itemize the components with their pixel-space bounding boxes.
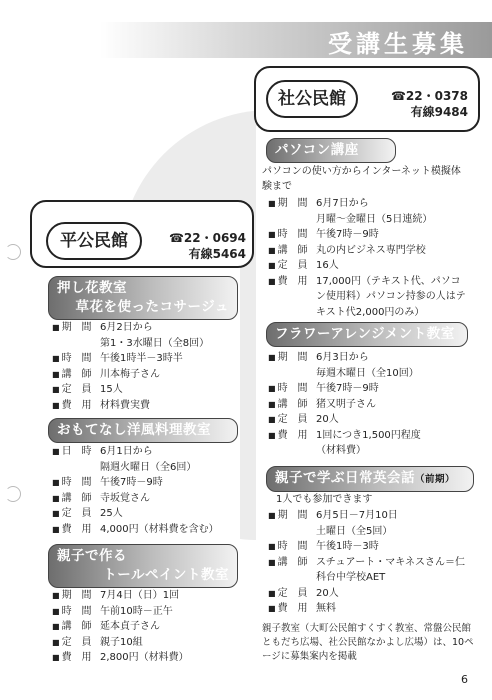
course-title-english: 親子で学ぶ日常英会話（前期） [266,466,474,492]
detail-row: ■ 講 師 寺坂覚さん [52,491,238,507]
detail-row: ■ 日 時 6月1日から 隔週火曜日（全6回） [52,444,238,475]
course-intro-pc: パソコンの使い方からインターネット模擬体験まで [262,166,461,192]
course-details-cooking [52,444,238,537]
course-title-flower: フラワーアレンジメント教室 [266,322,468,347]
detail-row: ■ 講 師 丸の内ビジネス専門学校 [268,243,468,259]
detail-row: ■ 費 用 1回につき1,500円程度 （材料費） [268,428,468,459]
title-banner [100,22,492,58]
detail-row: ■ 講 師 猪又明子さん [268,397,468,413]
detail-row: ■ 期 間 6月2日から 第1・3水曜日（全8回） [52,320,238,351]
detail-row: ■ 定 員 15人 [52,382,238,398]
detail-row: ■ 費 用 4,000円（材料費を含む） [52,522,238,538]
taira-name: 平公民館 [46,222,142,260]
detail-row: ■ 定 員 25人 [52,506,238,522]
detail-row: ■ 定 員 20人 [268,412,468,428]
binder-hole [5,486,21,502]
course-details-tolepaint [52,588,238,666]
detail-row: ■ 費 用 材料費実費 [52,398,238,414]
detail-row: ■ 時 間 午後7時－9時 [268,227,468,243]
detail-row: ■ 講 師 延本貞子さん [52,619,238,635]
detail-row: ■ 定 員 親子10組 [52,635,238,651]
detail-row: ■ 期 間 6月3日から 毎週木曜日（全10回） [268,350,468,381]
detail-row: ■ 費 用 2,800円（材料費） [52,650,238,666]
sha-tel: ☎22・0378 有線9484 [390,89,468,119]
detail-row: ■ 定 員 20人 [268,586,468,602]
course-details-oshibana [52,320,238,413]
detail-row: ■ 費 用 17,000円（テキスト代、パソコン使用料）パソコン持参の人はテキスト代2,000円のみ） [268,274,468,321]
sha-name: 社公民館 [266,80,358,118]
detail-row: ■ 時 間 午後1時半－3時半 [52,351,238,367]
detail-row: ■ 費 用 無料 [268,601,468,617]
detail-row: ■ 期 間 7月4日（日）1回 [52,588,238,604]
course-intro-english: 1人でも参加できます [276,494,373,505]
taira-tel: ☎22・0694 有線5464 [168,231,246,261]
detail-row: ■ 期 間 6月5日－7月10日 土曜日（全5回） [268,508,468,539]
detail-row: ■ 講 師 スチュアート・マキネスさん＝仁科台中学校AET [268,555,468,586]
detail-row: ■ 時 間 午後7時－9時 [52,475,238,491]
course-details-pc [268,196,468,320]
detail-row: ■ 講 師 川本梅子さん [52,367,238,383]
course-title-cooking: おもてなし洋風料理教室 [48,418,238,443]
course-details-english [268,508,468,617]
detail-row: ■ 期 間 6月7日から 月曜～金曜日（5日連続） [268,196,468,227]
course-title-pc: パソコン講座 [266,138,396,163]
course-title-tolepaint: 親子で作る トールペイント教室 [48,544,238,588]
detail-row: ■ 定 員 16人 [268,258,468,274]
page-title: 受講生募集 [328,30,468,58]
course-title-oshibana: 押し花教室 草花を使ったコサージュ [48,276,238,320]
detail-row: ■ 時 間 午後1時－3時 [268,539,468,555]
page-number: 6 [461,673,468,686]
course-details-flower [268,350,468,459]
footnote: 親子教室（大町公民館すくすく教室、常盤公民館ともだち広場、社公民館なかよし広場）は、10ページに募集案内を掲載 [262,623,474,662]
detail-row: ■ 時 間 午前10時－正午 [52,604,238,620]
detail-row: ■ 時 間 午後7時－9時 [268,381,468,397]
binder-hole [5,244,21,260]
